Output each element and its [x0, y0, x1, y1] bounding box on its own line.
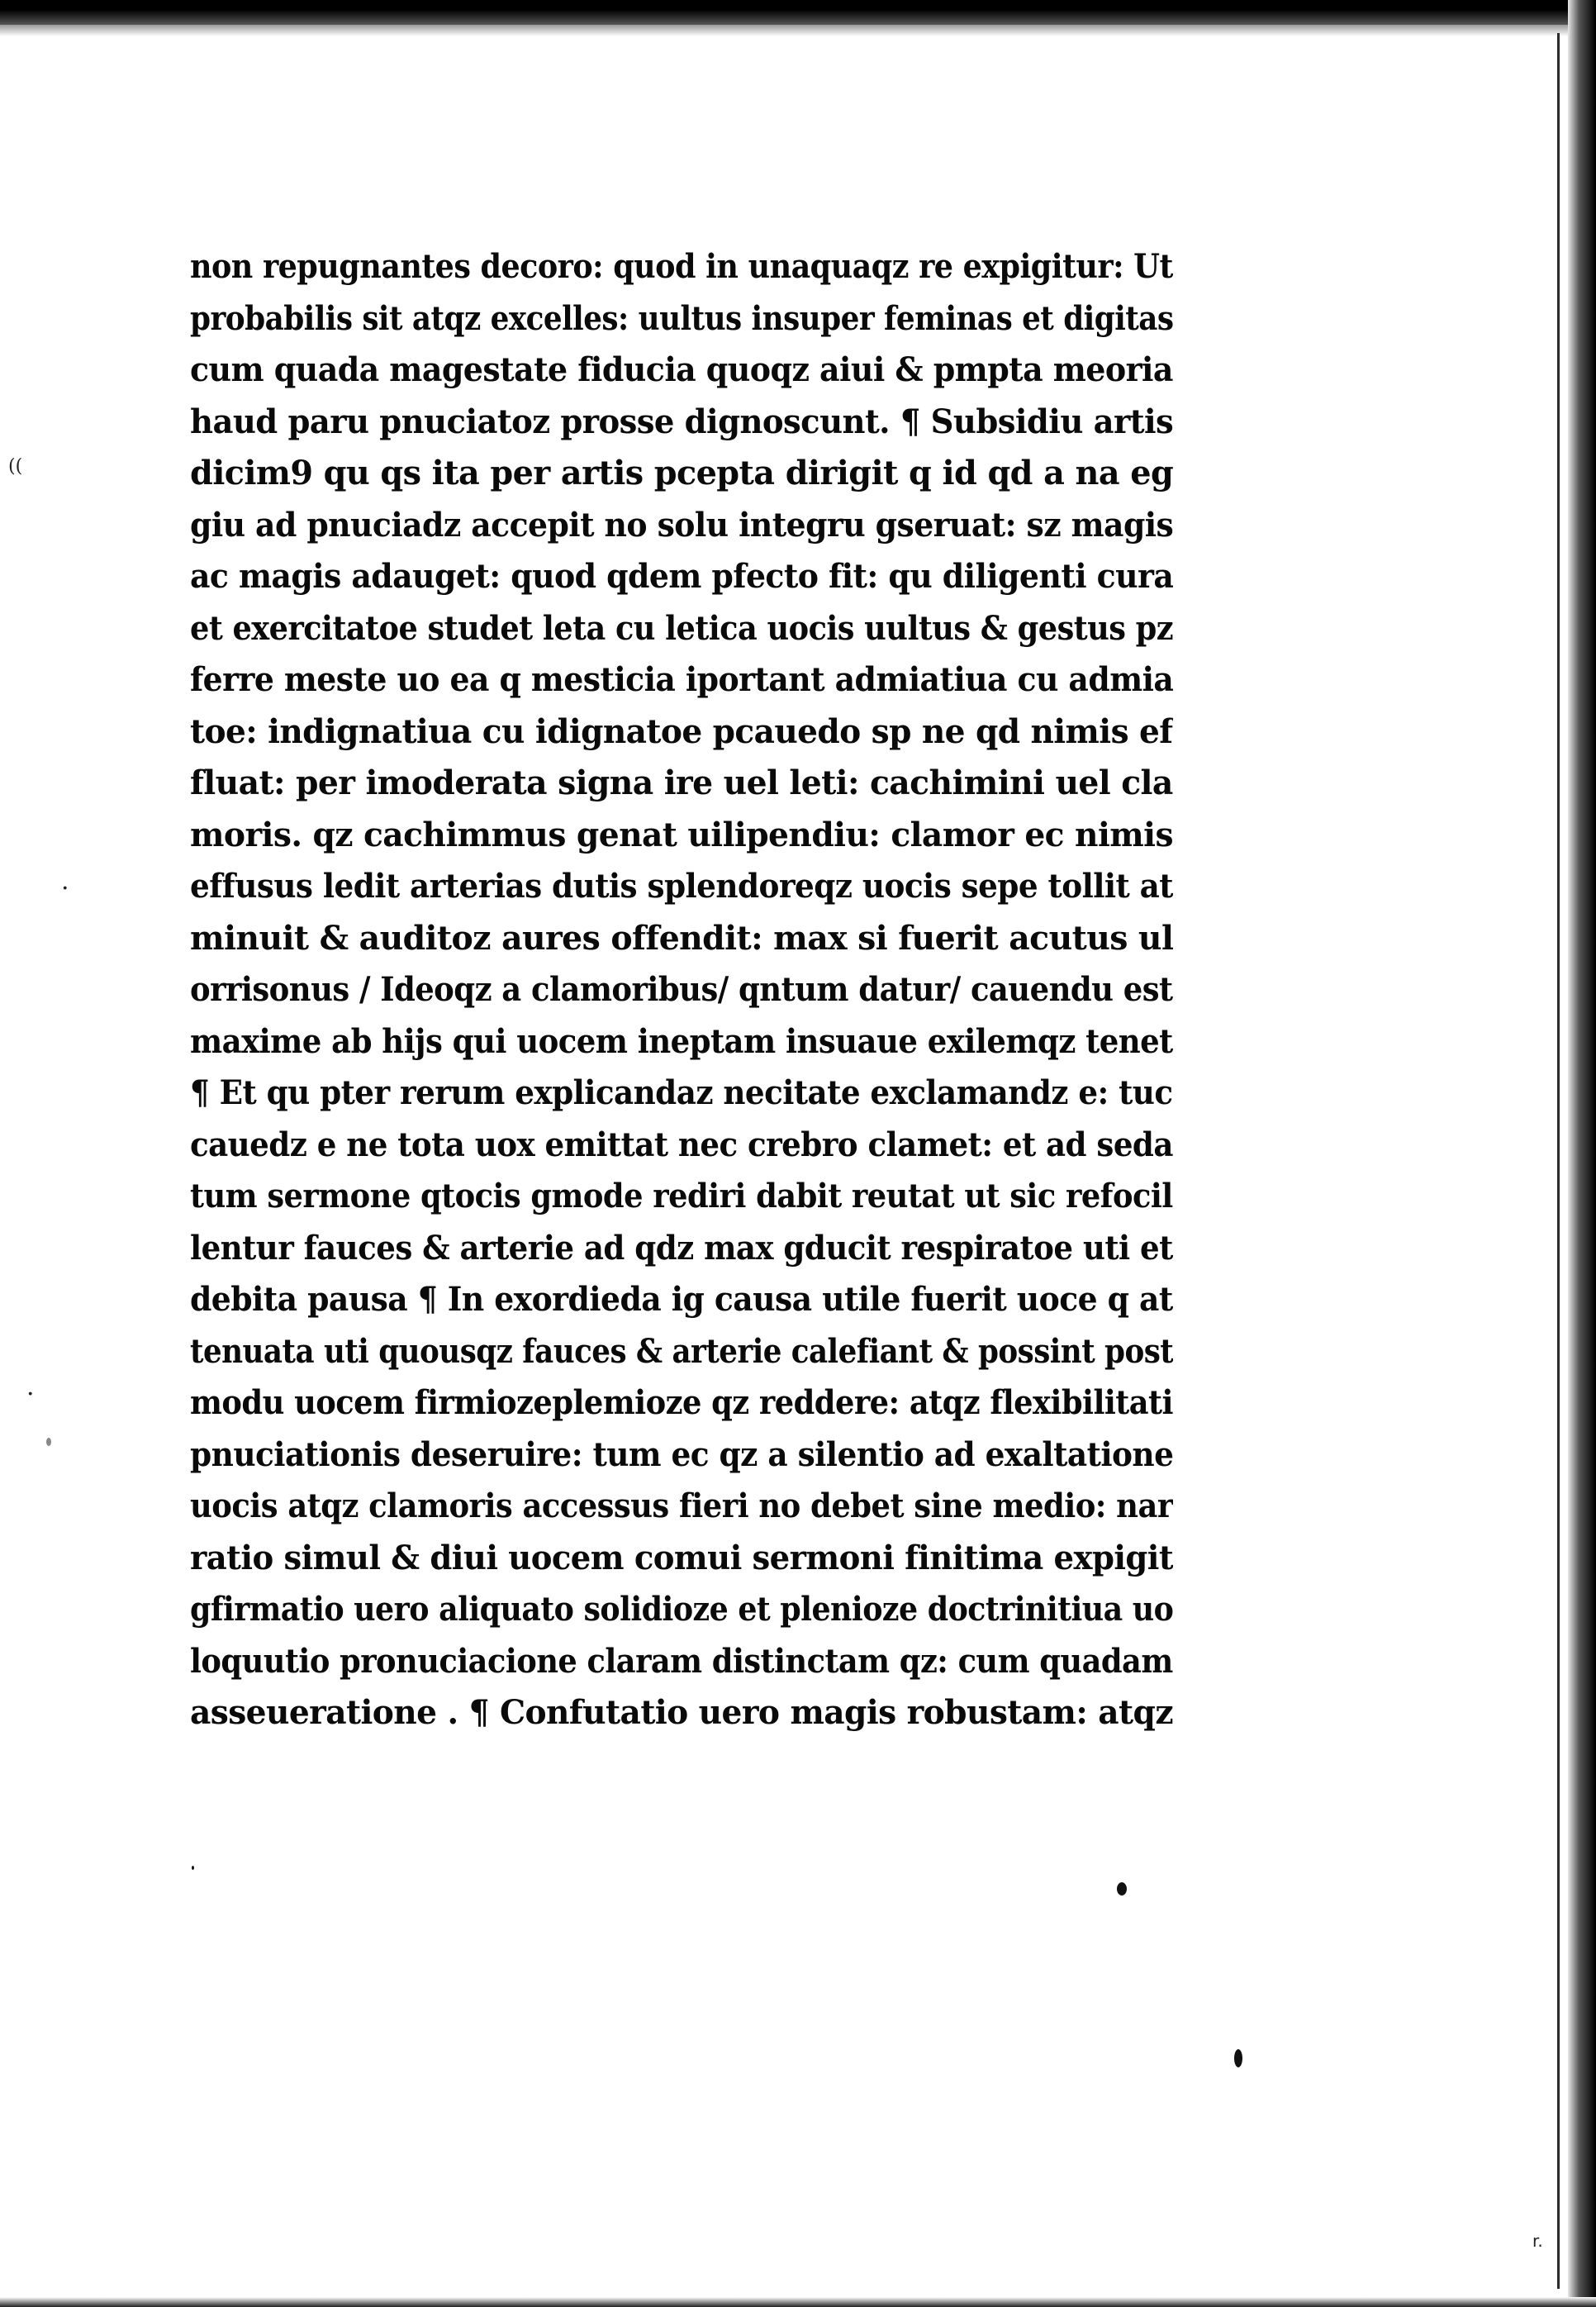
- text-line: loquutio pronuciacione claram distinctam qz: cum quadam: [190, 1641, 1173, 1681]
- margin-mark-1: ((: [8, 456, 23, 477]
- text-line: ratio simul & diui uocem comui sermoni finitima expigit: [190, 1538, 1173, 1577]
- text-line: orrisonus / Ideoqz a clamoribus/ qntum datur/ cauendu est: [190, 970, 1173, 1009]
- text-line: giu ad pnuciadz accepit no solu integru gseruat: sz magis: [190, 505, 1174, 545]
- margin-mark-3: ·: [26, 1380, 35, 1409]
- text-line: ac magis adauget: quod qdem pfecto fit: qu diligenti cura: [190, 557, 1174, 596]
- text-line: moris. qz cachimmus genat uilipendiu: clamor ec nimis: [190, 815, 1173, 854]
- folio-mark: r.: [1532, 2231, 1543, 2251]
- text-line: fluat: per imoderata signa ire uel leti: cachimini uel cla: [190, 763, 1173, 802]
- text-line: toe: indignatiua cu idignatoe pcauedo sp ne qd nimis ef: [190, 711, 1173, 751]
- text-line: gfirmatio uero aliquato solidioze et plenioze doctrinitiua uo: [190, 1590, 1174, 1629]
- text-line: cum quada magestate fiducia quoqz aiui & pmpta meoria: [190, 350, 1173, 389]
- text-line: modu uocem firmiozeplemioze qz reddere: atqz flexibilitati: [190, 1383, 1173, 1422]
- text-line: pnuciationis deseruire: tum ec qz a silentio ad exaltatione: [190, 1434, 1173, 1474]
- text-line: asseueratione . ¶ Confutatio uero magis robustam: atqz: [190, 1693, 1173, 1732]
- text-line: debita pausa ¶ In exordieda ig causa utile fuerit uoce q at: [190, 1280, 1173, 1319]
- text-line: lentur fauces & arterie ad qdz max gducit respiratoe uti et: [190, 1228, 1173, 1268]
- page-fold-line: [1557, 33, 1560, 2289]
- text-line: ferre meste uo ea q mesticia iportant admiatiua cu admia: [190, 660, 1173, 699]
- text-line: tenuata uti quousqz fauces & arterie calefiant & possint post: [190, 1331, 1174, 1371]
- text-line: minuit & auditoz aures offendit: max si fuerit acutus ul: [190, 918, 1174, 958]
- scan-border-top-shadow: [0, 25, 1596, 36]
- main-text-block: [190, 241, 1173, 1739]
- ink-speck: [1117, 1882, 1127, 1896]
- ink-speck: [1234, 2049, 1242, 2067]
- text-line: non repugnantes decoro: quod in unaquaqz re expigitur: Ut: [190, 247, 1173, 286]
- text-line: haud paru pnuciatoz prosse dignoscunt. ¶ Subsidiu artis: [190, 402, 1174, 441]
- text-line: probabilis sit atqz excelles: uultus insuper feminas et digitas: [190, 298, 1174, 338]
- margin-mark-2: ·: [61, 874, 69, 903]
- text-line: effusus ledit arterias dutis splendoreqz uocis sepe tollit at: [190, 867, 1173, 906]
- scan-border-right: [1568, 0, 1596, 2307]
- text-line: maxime ab hijs qui uocem ineptam insuaue exilemqz tenet: [190, 1021, 1173, 1061]
- scan-border-bottom: [0, 2297, 1596, 2307]
- text-line: et exercitatoe studet leta cu letica uocis uultus & gestus pz: [190, 608, 1173, 648]
- text-line: cauedz e ne tota uox emittat nec crebro clamet: et ad seda: [190, 1125, 1173, 1164]
- ink-speck: [46, 1438, 51, 1446]
- text-line: ¶ Et qu pter rerum explicandaz necitate exclamandz e: tuc: [190, 1073, 1173, 1112]
- text-line: tum sermone qtocis gmode rediri dabit reutat ut sic refocil: [190, 1177, 1173, 1215]
- text-line: dicim9 qu qs ita per artis pcepta dirigit q id qd a na eg: [190, 454, 1174, 492]
- text-line: uocis atqz clamoris accessus fieri no debet sine medio: nar: [190, 1486, 1173, 1525]
- ink-speck: [192, 1866, 194, 1870]
- scan-border-top: [0, 0, 1596, 25]
